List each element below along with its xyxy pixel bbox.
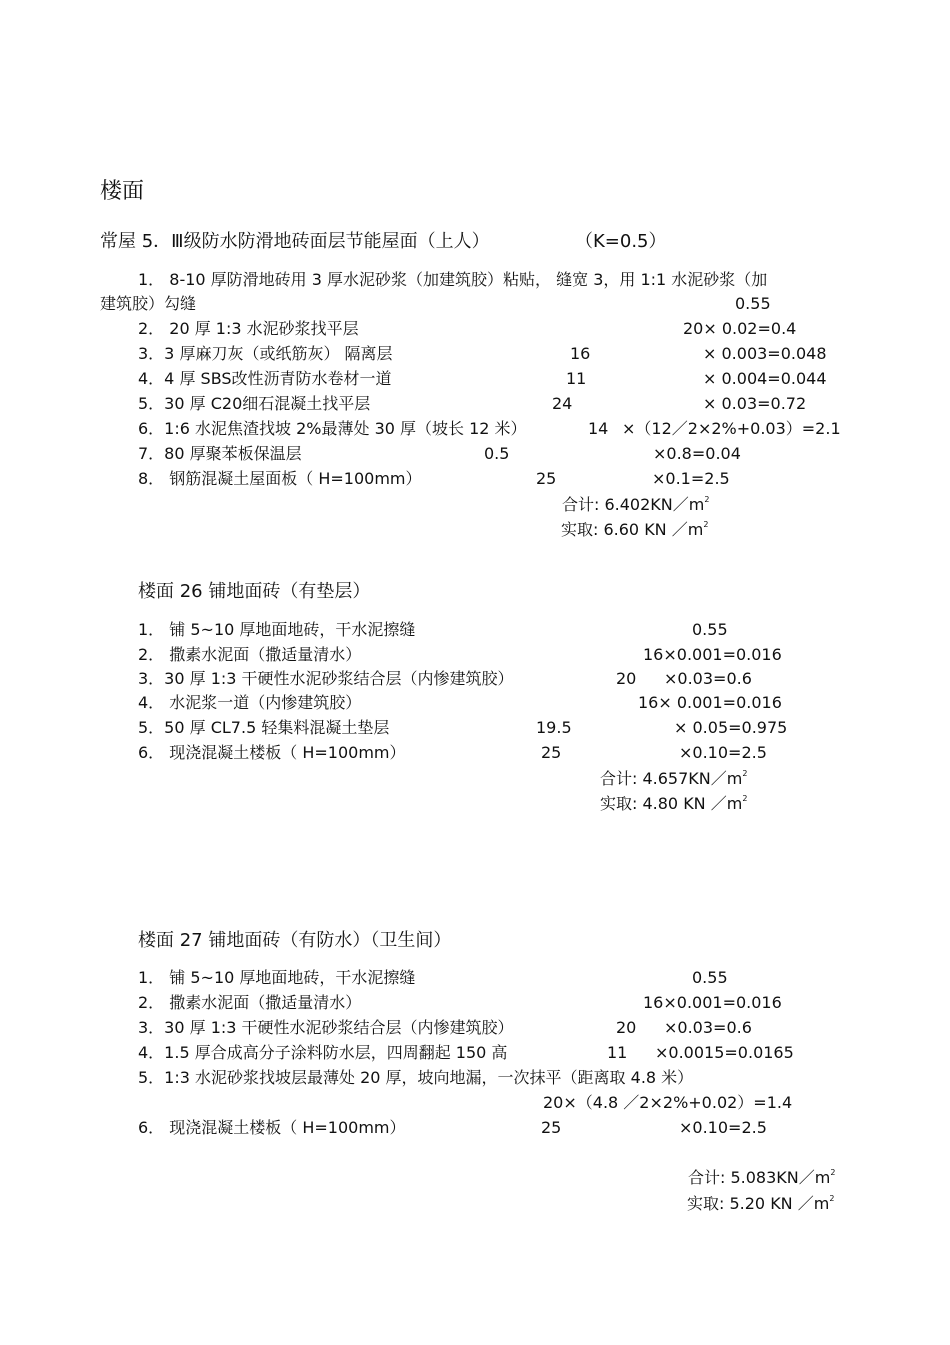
s1-item7-desc: 7．80 厚聚苯板保温层	[138, 444, 302, 463]
s2-item4-calc: 16× 0.001=0.016	[638, 693, 782, 712]
s1-item6-density: 14	[588, 419, 609, 438]
s1-item8-desc: 8． 钢筋混凝土屋面板（ H=100mm）	[138, 469, 422, 488]
s1-item5-desc: 5．30 厚 C20细石混凝土找平层	[138, 394, 371, 413]
s2-item2-calc: 16×0.001=0.016	[643, 645, 782, 664]
s1-total-superscript: 2	[704, 495, 710, 504]
s1-item6-desc: 6．1:6 水泥焦渣找坡 2%最薄处 30 厚（坡长 12 米）	[138, 419, 527, 438]
s1-item6-calc: ×（12／2×2%+0.03）=2.1	[622, 419, 841, 438]
s2-item3-desc: 3．30 厚 1:3 干硬性水泥砂浆结合层（内惨建筑胶）	[138, 669, 514, 688]
s3-item3-desc: 3．30 厚 1:3 干硬性水泥砂浆结合层（内惨建筑胶）	[138, 1018, 514, 1037]
s2-item5-calc: × 0.05=0.975	[674, 718, 788, 737]
s2-item5-desc: 5．50 厚 CL7.5 轻集料混凝土垫层	[138, 718, 390, 737]
s2-item4-desc: 4． 水泥浆一道（内惨建筑胶）	[138, 693, 362, 712]
s3-total: 合计: $5.083KN/m^2$	[688, 1168, 836, 1187]
section-2-title: 楼面 26 铺地面砖（有垫层）	[138, 581, 371, 602]
s1-item2-calc: 20× 0.02=0.4	[683, 319, 797, 338]
s2-item5-density: 19.5	[536, 718, 572, 737]
s3-item6-desc: 6． 现浇混凝土楼板（ H=100mm）	[138, 1118, 406, 1137]
s3-item3-calc: ×0.03=0.6	[664, 1018, 752, 1037]
page-title: 楼面	[100, 179, 145, 204]
s3-item2-calc: 16×0.001=0.016	[643, 993, 782, 1012]
s3-taken-superscript: 2	[829, 1194, 835, 1203]
section-1-title: 常屋 5．Ⅲ级防水防滑地砖面层节能屋面（上人）	[100, 231, 490, 252]
s2-item6-desc: 6． 现浇混凝土楼板（ H=100mm）	[138, 743, 406, 762]
s3-item1-desc: 1． 铺 5~10 厚地面地砖，干水泥擦缝	[138, 968, 416, 987]
s2-item6-density: 25	[541, 743, 562, 762]
s3-item2-desc: 2． 撒素水泥面（撒适量清水）	[138, 993, 362, 1012]
s2-item2-desc: 2． 撒素水泥面（撒适量清水）	[138, 645, 362, 664]
s3-taken: 实取: 5.20 KN $/m^2$	[687, 1194, 835, 1213]
s3-item5-calc: 20×（4.8 ／2×2%+0.02）=1.4	[543, 1093, 793, 1112]
s1-item8-density: 25	[536, 469, 557, 488]
s2-item3-density: 20	[616, 669, 637, 688]
s1-taken: 实取: 6.60 KN $/m^2$	[561, 520, 709, 539]
s2-item1-calc: 0.55	[692, 620, 728, 639]
s2-total-superscript: 2	[742, 769, 748, 778]
s1-item1-value: 0.55	[735, 294, 771, 313]
s1-item4-density: 11	[566, 369, 587, 388]
s2-taken: 实取: 4.80 KN $/m^2$	[600, 794, 748, 813]
s2-item1-desc: 1． 铺 5~10 厚地面地砖，干水泥擦缝	[138, 620, 416, 639]
section-3-title: 楼面 27 铺地面砖（有防水）（卫生间）	[138, 930, 452, 951]
s1-item5-calc: × 0.03=0.72	[703, 394, 807, 413]
s3-item4-calc: ×0.0015=0.0165	[655, 1043, 794, 1062]
s1-item1-line2: 建筑胶）勾缝	[100, 294, 197, 313]
s1-item8-calc: ×0.1=2.5	[652, 469, 730, 488]
s3-item6-density: 25	[541, 1118, 562, 1137]
s2-item6-calc: ×0.10=2.5	[679, 743, 767, 762]
s1-total: 合计: $6.402KN/m^2$	[562, 495, 710, 514]
s3-item5-desc: 5．1:3 水泥砂浆找坡层最薄处 20 厚，坡向地漏，一次抹平（距离取 4.8 米）	[138, 1068, 694, 1087]
s3-item6-calc: ×0.10=2.5	[679, 1118, 767, 1137]
s1-item5-density: 24	[552, 394, 573, 413]
s1-item4-desc: 4．4 厚 SBS改性沥青防水卷材一道	[138, 369, 392, 388]
s3-item4-desc: 4．1.5 厚合成高分子涂料防水层，四周翻起 150 高	[138, 1043, 508, 1062]
s1-item7-density: 0.5	[484, 444, 510, 463]
s3-item1-calc: 0.55	[692, 968, 728, 987]
s1-item3-desc: 3．3 厚麻刀灰（或纸筋灰） 隔离层	[138, 344, 393, 363]
s3-item4-density: 11	[607, 1043, 628, 1062]
s2-taken-superscript: 2	[742, 794, 748, 803]
section-1-k-value: （K=0.5）	[575, 231, 667, 252]
s1-item1-line1: 1． 8-10 厚防滑地砖用 3 厚水泥砂浆（加建筑胶）粘贴， 缝宽 3，用 1:1 水泥砂浆（加	[138, 270, 768, 289]
s2-item3-calc: ×0.03=0.6	[664, 669, 752, 688]
s2-total: 合计: $4.657KN/m^2$	[600, 769, 748, 788]
s1-item4-calc: × 0.004=0.044	[703, 369, 827, 388]
s1-item3-calc: × 0.003=0.048	[703, 344, 827, 363]
s3-item3-density: 20	[616, 1018, 637, 1037]
s1-item2-desc: 2． 20 厚 1:3 水泥砂浆找平层	[138, 319, 359, 338]
s1-taken-superscript: 2	[703, 520, 709, 529]
s3-total-superscript: 2	[830, 1168, 836, 1177]
s1-item3-density: 16	[570, 344, 591, 363]
s1-item7-calc: ×0.8=0.04	[653, 444, 741, 463]
